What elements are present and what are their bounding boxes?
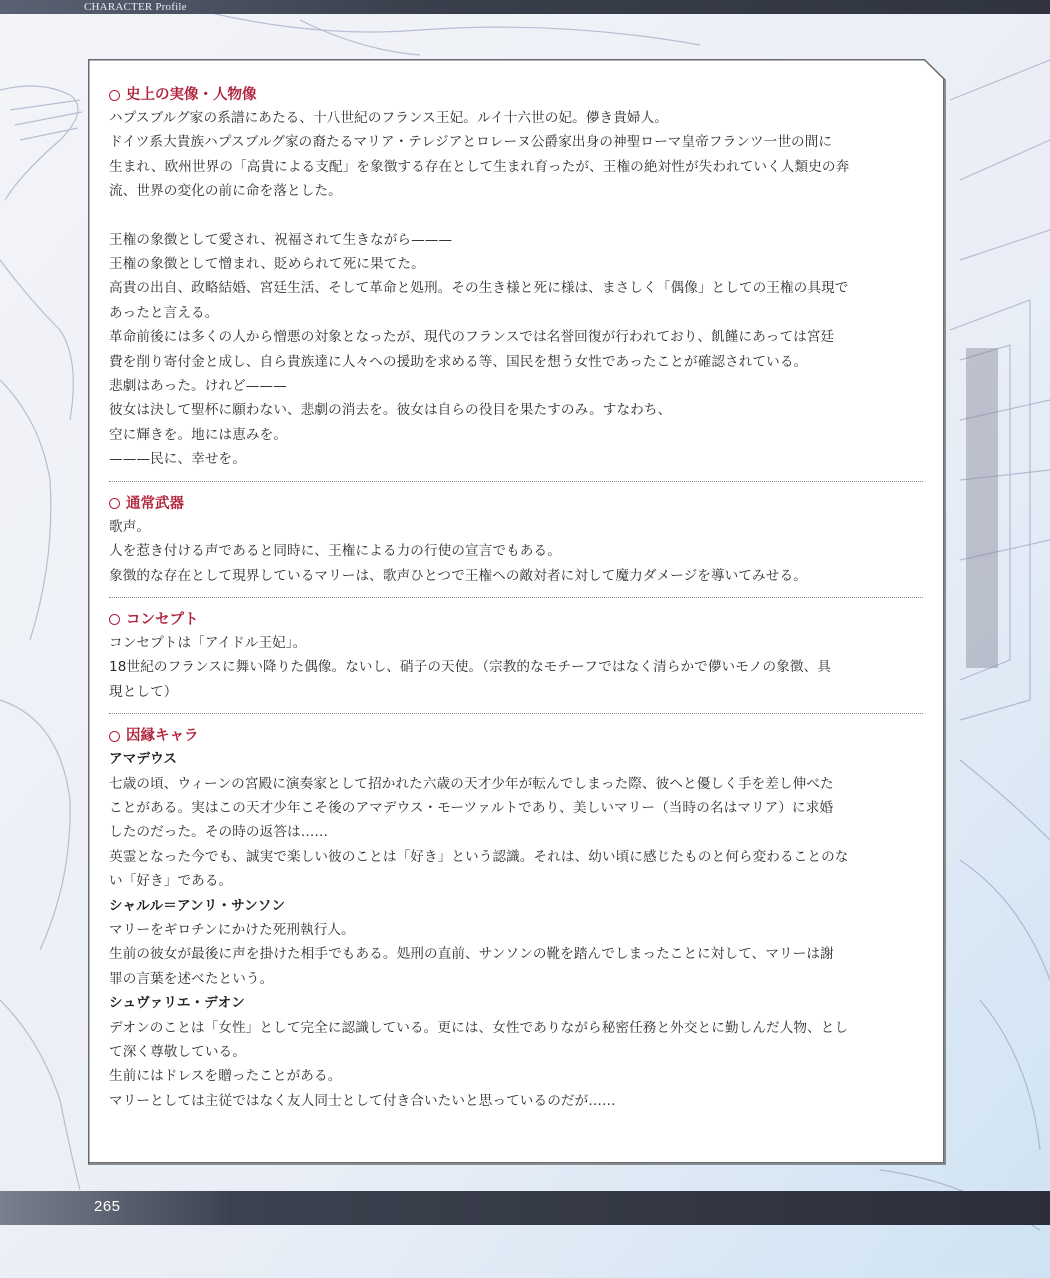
history-line: 彼女は決して聖杯に願わない、悲劇の消去を。彼女は自らの役目を果たすのみ。すなわち、 — [109, 402, 672, 419]
section-title-text: 通常武器 — [126, 495, 184, 512]
history-line: 流、世界の変化の前に命を落とした。 — [109, 183, 342, 200]
history-line: 費を削り寄付金と成し、自ら貴族達に人々への援助を求める等、国民を想う女性であったことが確認されている。 — [109, 353, 808, 370]
dotted-divider — [109, 481, 923, 482]
header-label: CHARACTER Profile — [84, 1, 187, 13]
circle-bullet-icon — [109, 731, 120, 742]
history-line: ———民に、幸せを。 — [109, 451, 246, 468]
relation-line: マリーをギロチンにかけた死刑執行人。 — [109, 921, 355, 938]
weapon-line: 人を惹き付ける声であると同時に、王権による力の行使の宣言でもある。 — [109, 543, 561, 560]
section-title-relations — [109, 725, 929, 747]
relation-line: て深く尊敬している。 — [109, 1044, 246, 1060]
history-line: ハプスブルグ家の系譜にあたる、十八世紀のフランス王妃。ルイ十六世の妃。儚き貴婦人。 — [109, 110, 668, 126]
history-line: 生まれ、欧州世界の「高貴による支配」を象徴する存在として生まれ育ったが、王権の絶対性が失われていく人類史の奔 — [109, 158, 850, 175]
dotted-divider — [109, 597, 923, 598]
concept-line: 現として） — [109, 683, 178, 700]
section-title-text: 因縁キャラ — [126, 728, 199, 745]
relation-line: ことがある。実はこの天才少年こそ後のアマデウス・モーツァルトであり、美しいマリー（当時の名はマリア）に求婚 — [109, 799, 834, 816]
footer-bar — [0, 1191, 1050, 1225]
relation-line: 生前の彼女が最後に声を掛けた相手でもある。処刑の直前、サンソンの靴を踏んでしまったことに対して、マリーは謝 — [109, 946, 834, 963]
history-line: 革命前後には多くの人から憎悪の対象となったが、現代のフランスでは名誉回復が行われており、飢饉にあっては宮廷 — [109, 329, 835, 346]
history-line: 高貴の出自、政略結婚、宮廷生活、そして革命と処刑。その生き様と死に様は、まさしく「偶像」としての王権の具現で — [109, 280, 849, 297]
dotted-divider — [109, 713, 923, 714]
relation-line: 英霊となった今でも、誠実で楽しい彼のことは「好き」という認識。それは、幼い頃に感じたものと何ら変わることのな — [109, 848, 849, 865]
page-number: 265 — [94, 1198, 121, 1215]
circle-bullet-icon — [109, 614, 120, 625]
history-line: 悲劇はあった。けれど——— — [109, 378, 287, 395]
history-line: 王権の象徴として憎まれ、貶められて死に果てた。 — [109, 256, 425, 273]
section-title-concept — [109, 609, 929, 631]
concept-line: コンセプトは「アイドル王妃」。 — [109, 634, 307, 651]
section-title-weapon — [109, 493, 929, 515]
relation-line: 七歳の頃、ウィーンの宮殿に演奏家として招かれた六歳の天才少年が転んでしまった際、彼へと優しく手を差し伸べた — [109, 775, 834, 792]
relation-name-amadeus: アマデウス — [109, 751, 178, 768]
relation-name-sanson: シャルル＝アンリ・サンソン — [109, 897, 286, 914]
paragraph-gap — [109, 204, 929, 228]
section-title-text: コンセプト — [126, 611, 199, 628]
relation-line: したのだった。その時の返答は…… — [109, 824, 329, 841]
relation-line: マリーとしては主従ではなく友人同士として付き合いたいと思っているのだが…… — [109, 1092, 616, 1109]
relation-name-deon: シュヴァリエ・デオン — [109, 995, 245, 1012]
section-title-text: 史上の実像・人物像 — [126, 87, 257, 103]
relation-line: 罪の言葉を述べたという。 — [109, 970, 274, 987]
history-line: 王権の象徴として愛され、祝福されて生きながら——— — [109, 231, 453, 248]
weapon-line: 象徴的な存在として現界しているマリーは、歌声ひとつで王権への敵対者に対して魔力ダメージを導いてみせる。 — [109, 567, 807, 584]
circle-bullet-icon — [109, 90, 120, 101]
profile-content — [109, 84, 929, 1113]
history-line: あったと言える。 — [109, 304, 219, 321]
circle-bullet-icon — [109, 498, 120, 509]
history-line: 空に輝きを。地には恵みを。 — [109, 426, 288, 443]
section-title-history — [109, 84, 929, 106]
relation-line: 生前にはドレスを贈ったことがある。 — [109, 1068, 342, 1085]
relation-line: い「好き」である。 — [109, 873, 233, 890]
concept-line: 18世紀のフランスに舞い降りた偶像。ないし、硝子の天使。（宗教的なモチーフではなく清らかで儚いモノの象徴、具 — [109, 659, 831, 676]
weapon-line: 歌声。 — [109, 518, 151, 535]
relation-line: デオンのことは「女性」として完全に認識している。更には、女性でありながら秘密任務と外交とに勤しんだ人物、とし — [109, 1019, 849, 1036]
history-line: ドイツ系大貴族ハプスブルグ家の裔たるマリア・テレジアとロレーヌ公爵家出身の神聖ローマ皇帝フランツ一世の間に — [109, 134, 833, 151]
